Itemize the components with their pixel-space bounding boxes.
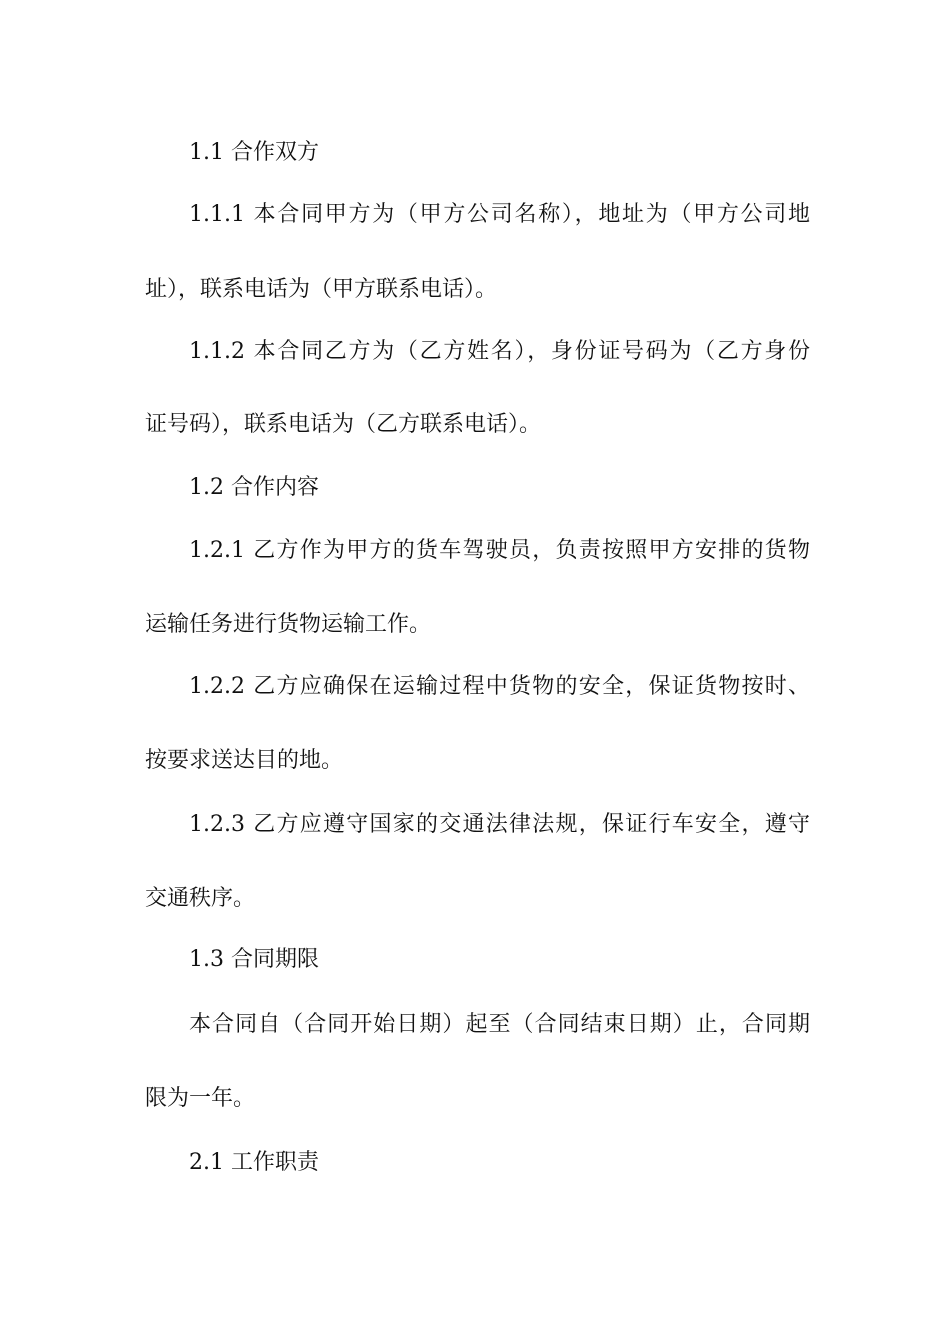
- paragraph-1-2-1-line-1: 1.2.1 乙方作为甲方的货车驾驶员，负责按照甲方安排的货物: [189, 538, 810, 563]
- paragraph-1-1-1-line-1: 1.1.1 本合同甲方为（甲方公司名称），地址为（甲方公司地: [189, 202, 810, 227]
- paragraph-1-1-2-line-1: 1.1.2 本合同乙方为（乙方姓名），身份证号码为（乙方身份: [189, 339, 810, 364]
- heading-1-2: 1.2 合作内容: [189, 475, 319, 500]
- paragraph-1-2-2-line-1: 1.2.2 乙方应确保在运输过程中货物的安全，保证货物按时、: [189, 674, 810, 699]
- paragraph-1-3-line-2: 限为一年。: [145, 1086, 256, 1111]
- paragraph-1-1-1-line-2: 址），联系电话为（甲方联系电话）。: [145, 277, 498, 302]
- paragraph-1-2-3-line-1: 1.2.3 乙方应遵守国家的交通法律法规，保证行车安全，遵守: [189, 812, 810, 837]
- paragraph-1-2-2-line-2: 按要求送达目的地。: [145, 748, 344, 773]
- paragraph-1-2-3-line-2: 交通秩序。: [145, 886, 256, 911]
- heading-2-1: 2.1 工作职责: [189, 1150, 319, 1175]
- paragraph-1-1-2-line-2: 证号码），联系电话为（乙方联系电话）。: [145, 412, 542, 437]
- paragraph-1-3-line-1: 本合同自（合同开始日期）起至（合同结束日期）止，合同期: [189, 1012, 810, 1037]
- paragraph-1-2-1-line-2: 运输任务进行货物运输工作。: [145, 612, 432, 637]
- heading-1-3: 1.3 合同期限: [189, 947, 319, 972]
- heading-1-1: 1.1 合作双方: [189, 140, 319, 165]
